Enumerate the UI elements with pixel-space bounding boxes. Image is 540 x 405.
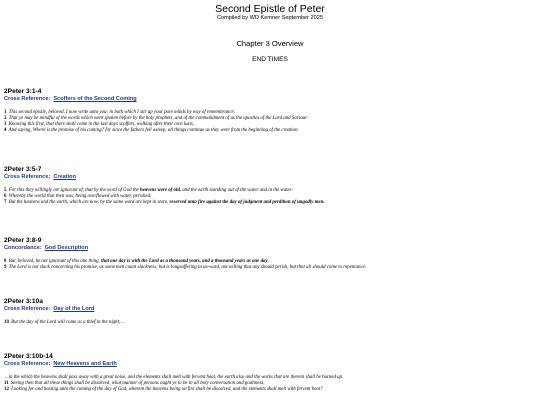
- cross-reference-line: [4, 361, 536, 368]
- verse-text-tail: and the earth standing out of the water and in the water:: [181, 188, 294, 193]
- cross-reference-line: [4, 174, 536, 181]
- passage-reference: 2Peter 3:8-9: [4, 237, 42, 244]
- verse-number: 8: [4, 259, 7, 264]
- concordance-line: [4, 245, 536, 252]
- verse-text: Knowing this first, that there shall come in the last days scoffers, walking after their own lusts,: [8, 122, 194, 128]
- verse-number: 9: [4, 265, 7, 271]
- verse-emphasis: reserved unto fire against the day of judgment and perdition of ungodly men.: [169, 200, 325, 206]
- verse-text: But, beloved, be not ignorant of this one thing,: [8, 259, 102, 264]
- concordance-link[interactable]: God Description: [44, 245, 89, 251]
- passage-reference: 2Peter 3:10b-14: [4, 353, 53, 360]
- verse-number: 12: [4, 387, 9, 393]
- verse-text: Looking for and hasting unto the coming of the day of God, wherein the heavens being on fire shall be dissolved, and the elements shall melt with fervent heat?: [11, 387, 323, 393]
- cross-reference-label: Cross Reference:: [4, 96, 51, 102]
- cross-reference-link[interactable]: Day of the Lord: [53, 306, 95, 312]
- verse-number: 11: [4, 381, 9, 387]
- verse-number: 6: [4, 194, 7, 200]
- document-title: Second Epistle of Peter: [215, 3, 325, 15]
- compiled-by-line: Compiled by WD Kemner September 2025: [216, 15, 324, 21]
- verse-block: [4, 320, 536, 326]
- cross-reference-line: [4, 306, 536, 313]
- verse-number: 5: [4, 188, 7, 193]
- verse-line: [4, 387, 536, 393]
- verse-text: For this they willingly are ignorant of, that by the word of God the: [8, 188, 140, 193]
- passage-reference: 2Peter 3:5-7: [4, 166, 42, 173]
- concordance-label: Concordance:: [4, 245, 42, 251]
- chapter-overview-heading: Chapter 3 Overview: [236, 39, 304, 48]
- verse-number: 1: [4, 110, 7, 115]
- passage-section: [4, 88, 536, 134]
- verse-text: That ye may be mindful of the words which were spoken before by the holy prophets, and of the commandment of us the apostles of the Lord and Saviour:: [8, 116, 309, 122]
- cross-reference-link[interactable]: Scoffers of the Second Coming: [53, 96, 137, 102]
- verse-text: But the heavens and the earth, which are now, by the same word are kept in store,: [8, 200, 170, 206]
- verse-block: [4, 110, 536, 134]
- verse-text-tail: .: [267, 259, 269, 264]
- verse-block: [4, 188, 536, 206]
- passage-section: [4, 166, 536, 206]
- verse-line: [4, 200, 536, 206]
- verse-text: Seeing then that all these things shall be dissolved, what manner of persons ought ye to be in all holy conversation and godliness,: [10, 381, 265, 387]
- verse-text: The Lord is not slack concerning his promise, as some men count slackness; but is longsuffering to us-ward, not willing that any should perish, but that all should come to repentance.: [8, 265, 367, 271]
- cross-reference-label: Cross Reference:: [4, 361, 51, 367]
- cross-reference-link[interactable]: New Heavens and Earth: [53, 361, 117, 367]
- verse-number: 10: [4, 320, 9, 325]
- verse-line: [4, 265, 536, 271]
- verse-emphasis: that one day is with the Lord as a thousand years, and a thousand years as one day: [101, 259, 268, 264]
- verse-text: And saying, Where is the promise of his coming? for since the fathers fell asleep, all things continue as they were from the beginning of the creation.: [8, 128, 299, 134]
- verse-line: [4, 320, 536, 326]
- cross-reference-label: Cross Reference:: [4, 174, 51, 180]
- verse-number: 2: [4, 116, 7, 122]
- verse-text: This second epistle, beloved, I now write unto you; in both which I stir up your pure minds by way of remembrance:: [8, 110, 236, 115]
- verse-number: 7: [4, 200, 7, 206]
- topic-heading: END TIMES: [252, 56, 288, 63]
- verse-number: 3: [4, 122, 7, 128]
- passage-section: [4, 298, 536, 326]
- verse-block: [4, 375, 536, 393]
- cross-reference-link[interactable]: Creation: [53, 174, 77, 180]
- cross-reference-label: Cross Reference:: [4, 306, 51, 312]
- verse-block: [4, 259, 536, 271]
- passage-reference: 2Peter 3:10a: [4, 298, 43, 305]
- cross-reference-line: [4, 96, 536, 103]
- verse-text: But the day of the Lord will come as a thief in the night;...: [11, 320, 125, 325]
- verse-line: [4, 128, 536, 134]
- passage-section: [4, 353, 536, 393]
- verse-number: 4: [4, 128, 7, 134]
- verse-emphasis: heavens were of old,: [139, 188, 181, 193]
- passage-reference: 2Peter 3:1-4: [4, 88, 42, 95]
- verse-text: Whereby the world that then was, being overflowed with water, perished:: [8, 194, 152, 200]
- passage-section: [4, 237, 536, 271]
- verse-text: ...in the which the heavens shall pass away with a great noise, and the elements shall melt with fervent heat, the earth also and the works that are therein shall be burned up.: [5, 375, 344, 380]
